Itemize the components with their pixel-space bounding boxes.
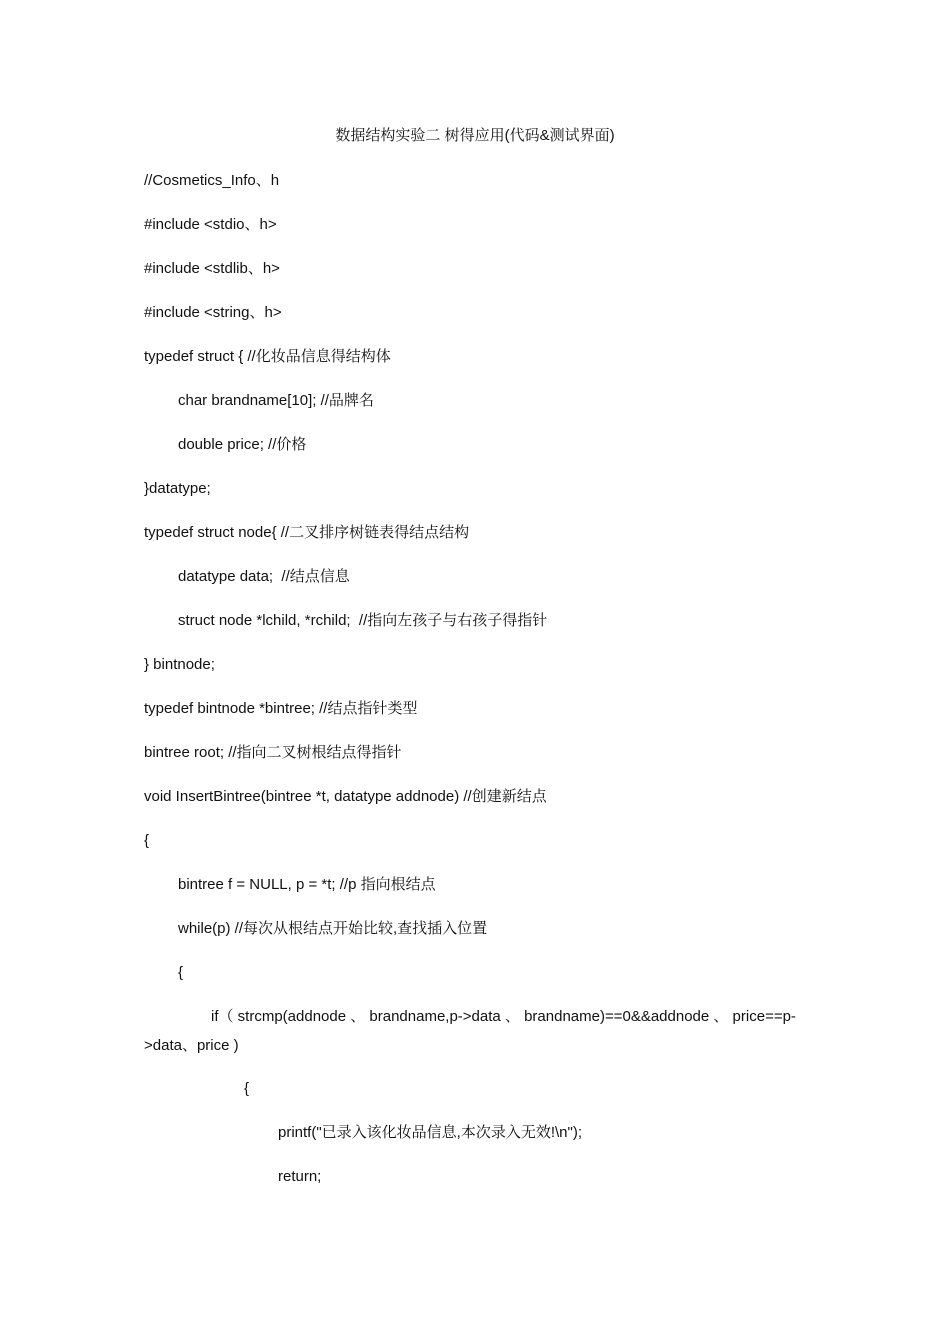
code-line-10: datatype data; //结点信息 bbox=[178, 568, 350, 585]
code-line-20: if（ strcmp(addnode 、 brandname,p->data 、 brandname)==0&&addnode 、 price==p->data、price ) bbox=[144, 1008, 796, 1054]
code-line-16: { bbox=[144, 832, 150, 849]
code-line-12: } bintnode; bbox=[144, 656, 215, 673]
document-title: 数据结构实验二 树得应用(代码&测试界面) bbox=[335, 127, 615, 144]
code-line-23: return; bbox=[278, 1168, 322, 1185]
code-line-4: #include <string、h> bbox=[144, 304, 282, 321]
code-line-13: typedef bintnode *bintree; //结点指针类型 bbox=[144, 700, 418, 717]
code-line-6: char brandname[10]; //品牌名 bbox=[178, 392, 374, 409]
code-line-18: while(p) //每次从根结点开始比较,查找插入位置 bbox=[178, 920, 488, 937]
code-line-19: { bbox=[178, 964, 184, 981]
code-line-21: { bbox=[244, 1080, 250, 1097]
code-line-22: printf("已录入该化妆品信息,本次录入无效!\n"); bbox=[278, 1124, 583, 1141]
code-line-11: struct node *lchild, *rchild; //指向左孩子与右孩子得指针 bbox=[178, 612, 548, 629]
code-line-14: bintree root; //指向二叉树根结点得指针 bbox=[144, 744, 402, 761]
code-line-5: typedef struct { //化妆品信息得结构体 bbox=[144, 348, 391, 365]
code-line-1: //Cosmetics_Info、h bbox=[144, 172, 280, 189]
code-line-2: #include <stdio、h> bbox=[144, 216, 277, 233]
code-line-9: typedef struct node{ //二叉排序树链表得结点结构 bbox=[144, 524, 470, 541]
code-line-3: #include <stdlib、h> bbox=[144, 260, 280, 277]
code-line-8: }datatype; bbox=[144, 480, 211, 497]
code-line-17: bintree f = NULL, p = *t; //p 指向根结点 bbox=[178, 876, 436, 893]
code-line-7: double price; //价格 bbox=[178, 436, 307, 453]
code-line-15: void InsertBintree(bintree *t, datatype addnode) //创建新结点 bbox=[144, 788, 547, 805]
